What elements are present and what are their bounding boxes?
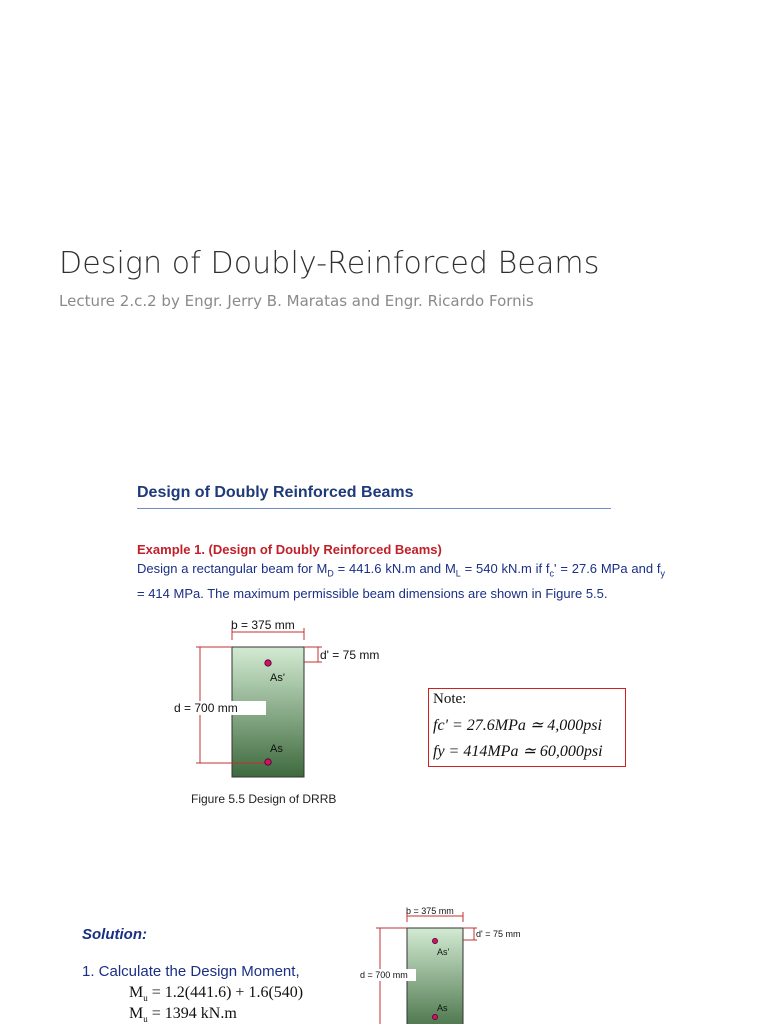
as-label: As — [270, 743, 283, 755]
dprime-dimension-label: d' = 75 mm — [320, 648, 380, 662]
note-box — [428, 688, 626, 767]
solution-step-1: 1. Calculate the Design Moment, — [82, 963, 300, 980]
as-prime-label: As' — [270, 672, 285, 684]
equation-design-moment-result — [129, 1005, 237, 1024]
fc-subscript: c — [549, 568, 555, 579]
md-value: = 441.6 kN.m and M — [333, 561, 456, 576]
equation-design-moment — [129, 984, 303, 1003]
fy-subscript: y — [660, 568, 665, 579]
note-fc-conversion: fc' = 27.6MPa ≃ 4,000psi — [433, 717, 602, 734]
compression-bar-small — [432, 938, 437, 943]
eq1-lhs: M — [129, 984, 144, 1001]
section-heading: Design of Doubly Reinforced Beams — [137, 484, 414, 501]
example-text-2: and f — [631, 561, 661, 576]
figure-caption: Figure 5.5 Design of DRRB — [191, 792, 337, 806]
eq1-rhs: = 1.2(441.6) + 1.6(540) — [147, 984, 304, 1001]
note-title: Note: — [433, 691, 467, 707]
md-subscript: D — [327, 568, 334, 579]
note-fy-conversion: fy = 414MPa ≃ 60,000psi — [433, 743, 603, 760]
fc-value: ' = 27.6 MPa — [554, 561, 628, 576]
fy-value: = 414 MPa. The maximum permissible beam dimensions are shown in Figure 5.5. — [137, 585, 608, 601]
ml-value: = 540 kN.m if f — [460, 561, 550, 576]
beam-figure-large — [174, 618, 379, 777]
b-dimension-label: b = 375 mm — [231, 618, 295, 632]
as-prime-label-small: As' — [437, 947, 450, 957]
slide-title: Design of Doubly-Reinforced Beams — [59, 246, 600, 281]
tension-bar — [265, 759, 271, 765]
eq2-rhs: = 1394 kN.m — [147, 1005, 237, 1022]
eq2-sub: u — [143, 1014, 148, 1024]
eq1-sub: u — [143, 993, 148, 1004]
b-dimension-label-small: b = 375 mm — [406, 906, 454, 916]
ml-subscript: L — [455, 568, 461, 579]
as-label-small: As — [437, 1003, 448, 1013]
d-dimension-label: d = 700 mm — [174, 701, 238, 715]
slide-subtitle: Lecture 2.c.2 by Engr. Jerry B. Maratas and Engr. Ricardo Fornis — [59, 292, 534, 310]
example-text-1: Design a rectangular beam for M — [137, 561, 328, 576]
tension-bar-small — [432, 1014, 437, 1019]
dprime-dimension-label-small: d' = 75 mm — [476, 929, 521, 939]
d-dimension-label-small: d = 700 mm — [360, 970, 408, 980]
compression-bar — [265, 660, 271, 666]
example-heading: Example 1. (Design of Doubly Reinforced Beams) — [137, 542, 442, 557]
eq2-lhs: M — [129, 1005, 144, 1022]
beam-figure-small — [360, 906, 521, 1024]
solution-heading: Solution: — [82, 926, 147, 943]
